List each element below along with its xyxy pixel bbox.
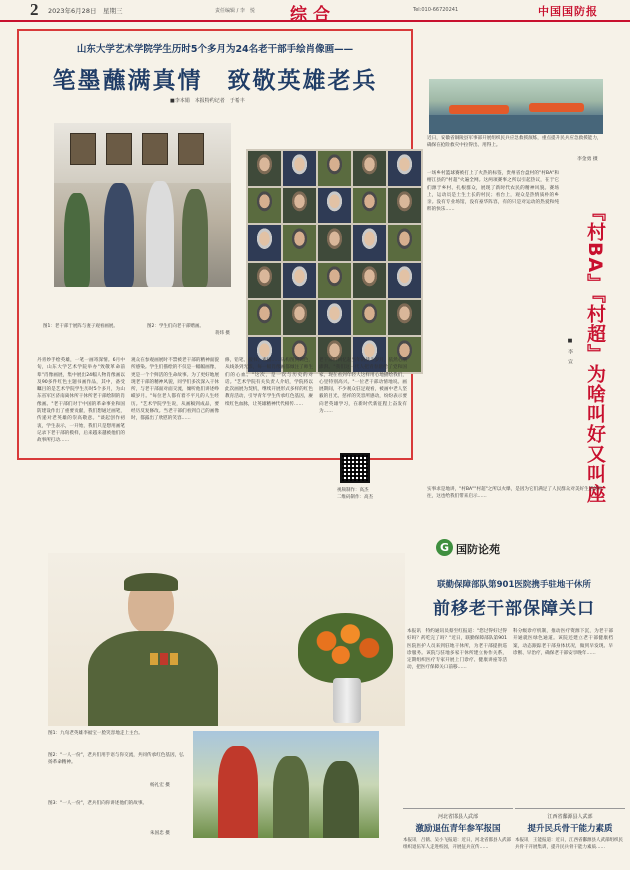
- brief-kicker: 江西省鄱源县人武部: [547, 814, 593, 820]
- photo-caption-1: 图1：老干部于展阵与妻子观看画展。: [43, 324, 118, 329]
- portrait-painting: [248, 188, 281, 223]
- rescue-drill-caption: 近日，安徽省铜陵县军事部开展组织民兵应急救援演练，重点提升民兵应急救援能力，确保在抢险救灾中拉得出、用得上。: [427, 136, 602, 148]
- performance-photo: [193, 731, 379, 838]
- section-title: 综合: [290, 5, 336, 25]
- performer-figure: [323, 761, 359, 838]
- commentary-text: 一场乡村篮球赛被打上了火热的标签，贵州省台盘村的"村BA"和榕江县的"村超"火遍全网。这两项赛事之所以引起热议，在于它们源于乡村、扎根群众，展现了新时代农民的精神风貌。赛场上，运动员是土生土长的村民；看台上，观众是热情质朴的乡亲。没有专业场馆，没有豪华阵容，有的只是对运动的热爱和纯粹的快乐……: [427, 171, 559, 213]
- portrait-painting: [353, 151, 386, 186]
- portrait-painting: [353, 263, 386, 298]
- hospital-article-headline[interactable]: 前移老干部保障关口: [433, 599, 595, 619]
- veteran-figure: [88, 573, 218, 726]
- contact-tel: Tel:010-66720241: [413, 7, 459, 13]
- wall-painting: [106, 133, 132, 165]
- boat: [449, 105, 509, 114]
- portrait-painting: [318, 225, 351, 260]
- article-headline[interactable]: 笔墨蘸满真情 致敬英雄老兵: [52, 68, 378, 94]
- portrait-painting: [353, 188, 386, 223]
- portrait-painting: [283, 263, 316, 298]
- portrait-painting: [283, 188, 316, 223]
- boat: [529, 103, 584, 112]
- performer-figure: [273, 756, 309, 838]
- feature-caption-1: 图1：九旬老英雄李福宝一脸笑容地走上主台。: [48, 731, 143, 736]
- wall-painting: [178, 133, 204, 165]
- commentary-author: ■ 李 宣: [567, 338, 573, 364]
- qr-code[interactable]: [340, 453, 370, 483]
- portrait-painting: [388, 188, 421, 223]
- portrait-painting: [248, 300, 281, 335]
- brief-headline: 激励退伍青年参军报国: [415, 824, 501, 834]
- article-column-4: 老干部们回忆起当年的战斗岁月，依然心潮澎湃。"我们这一代人把青春献给了党和国家，现在看到年轻人这样用心地描绘我们，心里特别高兴。"一位老干部动情地说。画展期间，不少观众驻足观看，被画中老人坚毅的目光、慈祥的笑容所感动，纷纷表示要向老英雄学习，在新时代新征程上奋发有为……: [319, 358, 407, 415]
- hospital-article-column-1: 本报讯 特约通讯员蔡至红报道："您过得好过得好吗？药吃完了吗？"近日，联勤保障部队第901医院医护人员来到驻地干休所，为老干部提供巡诊服务。该院与驻地多家干休所建立协作关系，定期组织医疗专家开展上门诊疗、健康讲座等活动，把医疗保障关口前移……: [407, 629, 507, 671]
- photographer-credit: 蒋炜 摄: [215, 331, 230, 336]
- portrait-painting: [353, 225, 386, 260]
- medal: [160, 653, 168, 665]
- editor-credit: 责任编辑 / 李 悦: [215, 8, 255, 14]
- commentary-headline[interactable]: 『村BA』『村超』为啥叫好又叫座: [584, 202, 606, 504]
- wall-painting: [142, 133, 168, 165]
- hospital-article-kicker: 联勤保障部队第901医院携手驻地干休所: [437, 580, 591, 590]
- qr-caption: 视频制作：高杰 二维码制作：高杰: [337, 488, 373, 500]
- photo-caption-2: 图2：学生们向老干部赠画。: [147, 324, 204, 329]
- main-article[interactable]: [17, 29, 413, 460]
- visitor-figure: [104, 183, 134, 287]
- veteran-uniform: [88, 631, 218, 726]
- forum-label: 国防论苑: [456, 543, 500, 556]
- brief-body: 本报讯 王能报道：近日，江西省鄱源县人武部组织民兵骨干开展集训，提升民兵骨干能力素质……: [515, 838, 623, 850]
- article-column-1: 丹青妙手绘英雄，一笔一画寄深情。6月中旬，山东大学艺术学院举办"致敬革命前辈"肖像画展，集中展出24幅人物肖像画以及90多件红色主题书画作品，其中，备受瞩目的是艺术学院学生历时5个多月，为山东省军区济南离休所干休所老干部绘制的肖像画。"老干部们对于中国的革命事业和国防建设作出了重要贡献，我们想通过画笔，传递对老英雄的崇高敬意。"谈起创作初衷，学生表示，一开始，我们只是想用画笔记录下老干部的模样，后来越来越被他们的故事所打动……: [37, 358, 125, 444]
- portrait-painting: [388, 151, 421, 186]
- rescue-drill-photographer: 李金勇 摄: [577, 157, 598, 162]
- article-kicker: 山东大学艺术学院学生历时5个多月为24名老干部手绘肖像画——: [76, 44, 354, 55]
- forum-logo-icon: G: [436, 539, 453, 556]
- portrait-painting: [283, 300, 316, 335]
- portrait-painting: [318, 151, 351, 186]
- brief-news-box[interactable]: [515, 808, 625, 866]
- rescue-drill-photo: [429, 79, 603, 134]
- portrait-painting: [353, 300, 386, 335]
- national-defense-forum-badge: [436, 539, 546, 556]
- medal: [170, 653, 178, 665]
- visitor-figure: [146, 181, 174, 287]
- brief-kicker: 河北省邯县人武部: [437, 814, 478, 820]
- brief-body: 本报讯 吕鹤、吴小飞报道：近日，河北省邯县人武部组织退伍军人走进校园，开展征兵宣传……: [403, 838, 511, 850]
- portrait-painting: [283, 151, 316, 186]
- feature-photographer-2: 朱国忠 摄: [150, 831, 170, 836]
- portrait-grid: [246, 149, 423, 374]
- brief-headline: 提升民兵骨干能力素质: [527, 824, 613, 834]
- hospital-article-column-2: 科分级诊疗机制，推动医疗资源下沉，为老干部开通就医绿色通道。该院还建立老干部健康档案，动态跟踪老干部身体状况，做到早发现、早诊断、早治疗，确保老干部安享晚年……: [513, 629, 613, 656]
- portrait-painting: [248, 151, 281, 186]
- portrait-painting: [248, 225, 281, 260]
- portrait-painting: [388, 300, 421, 335]
- portrait-painting: [283, 225, 316, 260]
- veteran-feature-photo: [48, 553, 405, 726]
- portrait-painting: [318, 300, 351, 335]
- feature-caption-3: 图3："一人一份"，老兵们向你讲述他们的故事。: [48, 801, 148, 806]
- wall-painting: [70, 133, 96, 165]
- page-number: 2: [30, 0, 39, 19]
- portrait-painting: [318, 263, 351, 298]
- brief-news-box[interactable]: [403, 808, 513, 866]
- article-byline: ■李本娟 本报特约记者 于希丰: [170, 98, 245, 104]
- medal: [150, 653, 158, 665]
- flower-bouquet: [298, 613, 393, 683]
- exhibition-photo: [54, 123, 231, 287]
- portrait-painting: [248, 263, 281, 298]
- masthead: [0, 0, 630, 25]
- visitor-figure: [64, 193, 90, 287]
- visitor-figure: [182, 189, 208, 287]
- commentary-text-continued: 实事求是地讲，"村BA""村超"之所以火爆，是因为它们满足了人民群众对美好生活的向往，这也给我们带来启示……: [427, 487, 603, 500]
- article-column-2: 观众在参观画展时不禁被老干部的精神面貌所感染。学生们描绘的不仅是一幅幅画像，更是一个个鲜活的生命故事。为了更好地展现老干部的精神风貌，同学们多次深入干休所，与老干部面对面交流，倾听他们讲述峥嵘岁月。"每位老人都有着不平凡的人生经历。"艺术学院学生说，从画稿到成品，要经历反复修改。当老干部们看到自己的画像时，都露出了欣慰的笑容……: [131, 358, 219, 422]
- water-surface: [429, 115, 603, 134]
- feature-caption-2: 图2："一人一份"，老兵们用手语与你交流，共同传承红色基因，弘扬革命精神。: [48, 753, 184, 765]
- flower-vase: [333, 678, 361, 723]
- portrait-painting: [318, 188, 351, 223]
- portrait-painting: [388, 263, 421, 298]
- feature-photographer-1: 杨礼宏 摄: [150, 783, 170, 788]
- issue-date: 2023年6月28日 星期三: [48, 7, 123, 15]
- portrait-painting: [388, 225, 421, 260]
- performer-figure: [218, 746, 258, 838]
- veteran-cap: [124, 573, 178, 591]
- article-column-3: 修，铅笔、板书、素描……从构图到调色，从线条到光影，每一幅肖像画都倾注了师生们的心血。"这次，是一次与历史的对话。"艺术学院有关负责人介绍，学院将以此次画展为契机，继续开展形式多样的红色教育活动，引导青年学生传承红色基因，赓续红色血脉，让英雄精神代代相传……: [225, 358, 313, 407]
- newspaper-logo: 中国国防报: [538, 5, 598, 18]
